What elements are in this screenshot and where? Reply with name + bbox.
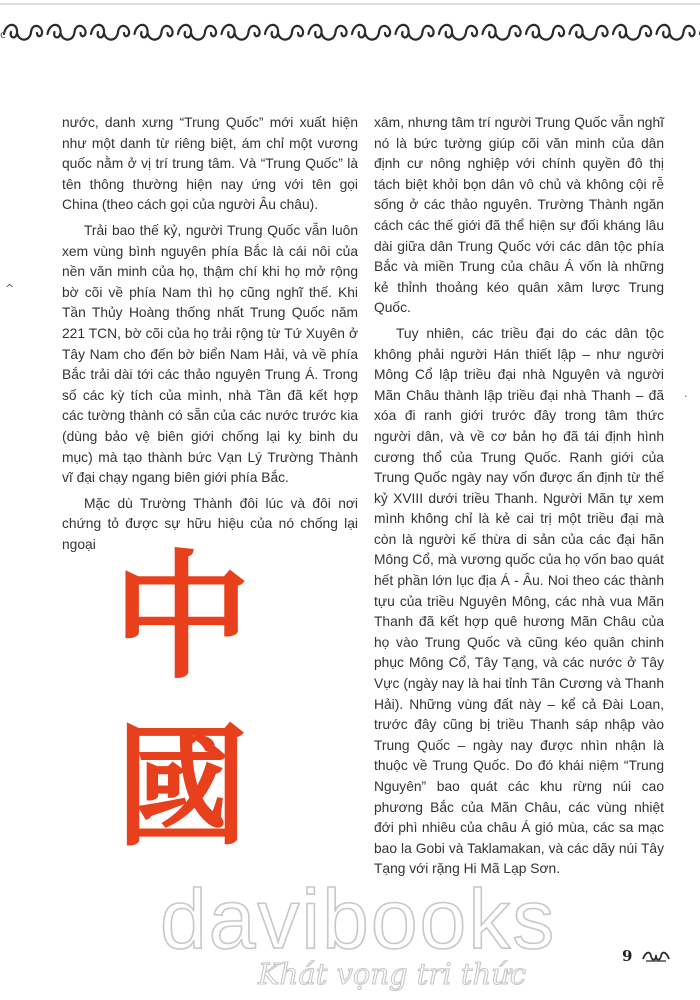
text-column-left	[62, 113, 358, 560]
calligraphy-char-guo: 國	[116, 710, 248, 865]
paragraph: Tuy nhiên, các triều đại do các dân tộc không phải người Hán thiết lập – như người Mông Cổ lập triều đại nhà Nguyên và người Mãn Châu thành lập triều đại nhà Thanh – đã xóa đi ranh giới trước đây trong tâm thức người dân, và về cơ bản họ đã tái định hình cương thổ của Trung Quốc. Ranh giới của Trung Quốc ngày nay vốn được ấn định từ thế kỷ XVIII dưới triều Thanh. Người Mãn tự xem mình không chỉ là kẻ cai trị một triều đại mà còn là người kế thừa di sản của các đại hãn Mông Cổ, mà vương quốc của họ vốn bao quát hết phần lớn lục địa Á - Âu. Noi theo các thành tựu của triều Nguyên Mông, các nhà vua Mãn Thanh đã kết hợp quê hương Mãn Châu của họ vào Trung Quốc và cũng kéo quân chinh phục Mông Cổ, Tây Tạng, và các nước ở Tây Vực (ngày nay là hai tỉnh Tân Cương và Thanh Hải). Những vùng đất này – kể cả Đài Loan, trước đây cũng bị triều Thanh sáp nhập vào Trung Quốc – ngày nay được nhìn nhận là thuộc về Trung Quốc. Do đó khái niệm “Trung Nguyên” bao quát các khu rừng núi cao phương Bắc của Mãn Châu, các vùng nhiệt đới phì nhiêu của châu Á gió mùa, các sa mạc bao la Gobi và Taklamakan, và các dãy núi Tây Tạng với rặng Hi Mã Lạp Sơn.	[374, 325, 664, 877]
calligraphy-zhongguo	[112, 535, 252, 865]
scroll-ornament	[439, 25, 477, 40]
margin-mark: ^	[5, 282, 15, 295]
scroll-ornament	[613, 25, 651, 40]
scroll-ornament	[4, 25, 42, 40]
paragraph: xâm, nhưng tâm trí người Trung Quốc vẫn nghĩ nó là bức tường giúp cõi văn minh của dân định cư nông nghiệp với chính quyền đô thị tách biệt khỏi bọn dân vô chủ và không cội rễ sống ở các thảo nguyên. Trường Thành ngăn cách các thế giới đã thể hiện sự đối kháng lâu dài giữa dân Trung Quốc với các dân tộc phía Bắc và miền Trung của châu Á vốn là những kẻ thỉnh thoảng kéo quân xâm lược Trung Quốc.	[374, 115, 664, 316]
calligraphy-char-zhong: 中	[112, 535, 252, 698]
scroll-ornament	[178, 25, 216, 40]
page-ornament-icon	[641, 949, 671, 963]
margin-mark: ·	[684, 390, 688, 403]
text-column-right	[374, 113, 664, 885]
scroll-ornament	[135, 25, 173, 40]
scroll-ornament	[309, 25, 347, 40]
scroll-ornament	[570, 25, 608, 40]
watermark-tagline: Khát vọng tri thức	[258, 957, 527, 991]
scroll-ornament	[222, 25, 260, 40]
davibooks-watermark	[0, 868, 700, 1000]
scroll-ornament	[352, 25, 390, 40]
scroll-ornament	[657, 25, 695, 40]
watermark-brand: davibooks	[160, 872, 557, 966]
scroll-ornament	[483, 25, 521, 40]
paragraph: Mặc dù Trường Thành đôi lúc và đôi nơi chứng tỏ được sự hữu hiệu của nó chống lại ngoại	[62, 495, 358, 552]
page-number: 9	[622, 947, 633, 965]
scroll-ornament	[396, 25, 434, 40]
scroll-ornament	[48, 25, 86, 40]
margin-mark: c	[0, 28, 7, 41]
paragraph: Trải bao thế kỷ, người Trung Quốc vẫn luôn xem vùng bình nguyên phía Bắc là cái nôi của nền văn minh của họ, thậm chí khi họ mở rộng bờ cõi về phía Nam thì họ cũng nghĩ thế. Khi Tần Thủy Hoàng thống nhất Trung Quốc năm 221 TCN, bờ cõi của họ trải rộng từ Tứ Xuyên ở Tây Nam cho đến bờ biển Nam Hải, và về phía Bắc trải dài tới các thảo nguyên Trung Á. Trong số các kỳ tích của mình, nhà Tần đã kết hợp các tường thành có sẵn của các nước trước kia (dùng bảo vệ biên giới chống lại kỵ binh du mục) mà tạo thành bức Vạn Lý Trường Thành vĩ đại chạy ngang biên giới phía Bắc.	[62, 222, 358, 486]
paragraph: nước, danh xưng “Trung Quốc” mới xuất hiện như một danh từ riêng biệt, ám chỉ một vương quốc nằm ở vị trí trung tâm. Và “Trung Quốc” là tên thông thường hiện nay ứng với tên gọi China (theo cách gọi của người Âu châu).	[62, 115, 358, 213]
scroll-ornament	[265, 25, 303, 40]
ornamental-top-border	[0, 0, 700, 70]
scroll-ornament	[526, 25, 564, 40]
scroll-ornament	[91, 25, 129, 40]
